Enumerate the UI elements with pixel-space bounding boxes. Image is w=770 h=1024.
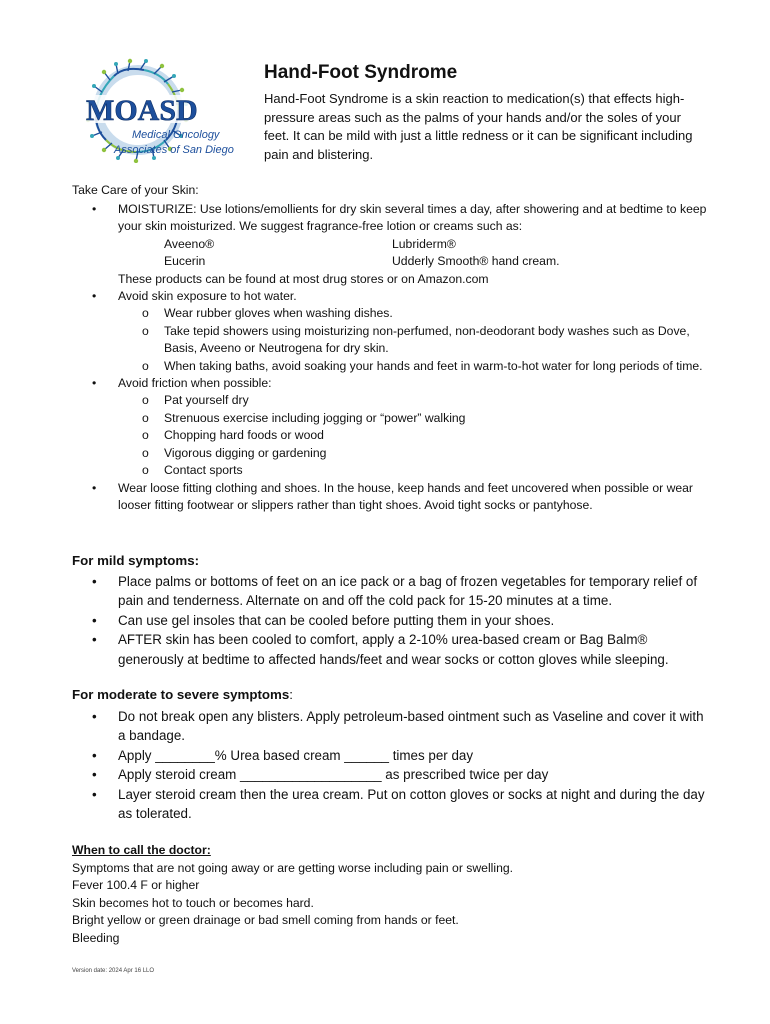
- mild-item-text: Place palms or bottoms of feet on an ice pack or a bag of frozen vegetables for temporary relief of pain and tenderness. Alternate on and off the cold pack for 15-20 minutes at a time.: [118, 574, 698, 609]
- sub-list-item: [72, 445, 712, 462]
- logo-line1: Medical Oncology: [132, 129, 220, 141]
- mild-item-text: AFTER skin has been cooled to comfort, apply a 2-10% urea-based cream or Bag Balm® generously at bedtime to affected hands/feet and wear socks or cotton gloves while sleeping.: [118, 632, 669, 667]
- care-item-moisturize: [72, 201, 712, 236]
- care-hot-water-text: Avoid skin exposure to hot water.: [118, 289, 297, 304]
- sub-item-text: Strenuous exercise including jogging or “power” walking: [164, 410, 466, 425]
- logo-line2: Associates of San Diego: [114, 144, 234, 156]
- bullet: •: [92, 747, 97, 763]
- version-date: Version date: 2024 Apr 16 LLO: [72, 968, 155, 974]
- bullet: •: [92, 632, 97, 648]
- call-item: Skin becomes hot to touch or becomes hard.: [72, 895, 314, 910]
- call-item: Bleeding: [72, 930, 120, 945]
- product-name: Lubriderm®: [392, 236, 456, 251]
- care-list: [72, 201, 712, 514]
- sub-bullet: o: [142, 463, 149, 478]
- sub-list-item: [72, 305, 712, 322]
- care-friction-text: Avoid friction when possible:: [118, 376, 272, 391]
- sub-item-text: Pat yourself dry: [164, 393, 249, 408]
- bullet: •: [92, 786, 97, 802]
- call-item: Fever 100.4 F or higher: [72, 878, 200, 893]
- moderate-list: [72, 707, 712, 823]
- sub-bullet: o: [142, 428, 149, 443]
- sub-item-text: When taking baths, avoid soaking your hands and feet in warm-to-hot water for long periods of time.: [164, 358, 703, 373]
- sub-item-text: Vigorous digging or gardening: [164, 445, 327, 460]
- moderate-item-text: Layer steroid cream then the urea cream. Put on cotton gloves or socks at night and during the day as tolerated.: [118, 786, 705, 822]
- sub-item-text: Chopping hard foods or wood: [164, 428, 324, 443]
- sub-list-item: [72, 358, 712, 375]
- sub-bullet: o: [142, 323, 149, 338]
- product-name: Aveeno®: [164, 236, 215, 251]
- sub-list-item: [72, 410, 712, 427]
- moasd-logo: [74, 58, 246, 163]
- moderate-item: [72, 707, 712, 746]
- mild-item: [72, 611, 712, 630]
- bullet: •: [92, 376, 97, 391]
- product-row: [72, 253, 712, 270]
- moderate-item-text: Apply ________% Urea based cream ______ times per day: [118, 747, 474, 763]
- care-loose-text: Wear loose fitting clothing and shoes. In the house, keep hands and feet uncovered when possible or wear looser fitting footwear or slippers rather than tight shoes. Avoid tight socks or pantyhose.: [118, 480, 693, 512]
- sub-item-text: Wear rubber gloves when washing dishes.: [164, 306, 393, 321]
- logo-graphic: [74, 58, 246, 163]
- care-item-hot-water: [72, 288, 712, 305]
- intro-paragraph: Hand-Foot Syndrome is a skin reaction to medication(s) that effects high-pressure areas such as the palms of your hands and/or the soles of your feet. It can be mild with just a little redness or it can be significant including pain and blistering.: [264, 91, 693, 162]
- bullet: •: [92, 767, 97, 783]
- sub-list-item: [72, 392, 712, 409]
- moderate-item: [72, 785, 712, 824]
- moderate-heading: [72, 687, 293, 702]
- sub-item-text: Contact sports: [164, 463, 243, 478]
- bullet: •: [92, 574, 97, 589]
- sub-bullet: o: [142, 410, 149, 425]
- sub-list-item: [72, 427, 712, 444]
- moderate-item-text: Apply steroid cream ___________________ as prescribed twice per day: [118, 767, 549, 783]
- mild-list: [72, 572, 712, 669]
- bullet: •: [92, 480, 97, 495]
- moderate-heading-colon: :: [289, 687, 293, 702]
- sub-item-text: Take tepid showers using moisturizing non-perfumed, non-deodorant body washes such as Dove, Basis, Aveeno or Neutrogena for dry skin.: [164, 323, 690, 356]
- product-row: [72, 236, 712, 253]
- moderate-heading-text: For moderate to severe symptoms: [72, 687, 290, 702]
- sub-bullet: o: [142, 393, 149, 408]
- bullet: •: [92, 289, 97, 304]
- mild-item: [72, 572, 712, 611]
- call-heading: When to call the doctor:: [72, 843, 211, 857]
- sub-list-item: [72, 462, 712, 479]
- product-name: Udderly Smooth® hand cream.: [392, 254, 560, 269]
- mild-item: [72, 630, 712, 669]
- page-title: Hand-Foot Syndrome: [264, 62, 458, 83]
- mild-item-text: Can use gel insoles that can be cooled before putting them in your shoes.: [118, 612, 555, 628]
- sub-bullet: o: [142, 358, 149, 373]
- logo-acronym: MOASD: [86, 94, 198, 127]
- products-note: These products can be found at most drug stores or on Amazon.com: [118, 271, 489, 286]
- bullet: •: [92, 202, 97, 216]
- sub-list-item: [72, 323, 712, 358]
- care-heading: Take Care of your Skin:: [72, 183, 199, 197]
- bullet: •: [92, 612, 97, 628]
- care-moisturize-text: MOISTURIZE: Use lotions/emollients for dry skin several times a day, after showering and at bedtime to keep your skin moisturized. We suggest fragrance-free lotion or creams such as:: [118, 202, 707, 234]
- moderate-item-text: Do not break open any blisters. Apply petroleum-based ointment such as Vaseline and cover it with a bandage.: [118, 709, 704, 744]
- call-item: Bright yellow or green drainage or bad smell coming from hands or feet.: [72, 913, 459, 928]
- bullet: •: [92, 709, 97, 724]
- call-list: [72, 860, 513, 947]
- call-item: Symptoms that are not going away or are getting worse including pain or swelling.: [72, 861, 514, 875]
- product-name: Eucerin: [164, 254, 206, 269]
- moderate-item: [72, 746, 712, 765]
- mild-heading: For mild symptoms:: [72, 553, 200, 568]
- care-item-friction: [72, 375, 712, 392]
- moderate-item: [72, 765, 712, 784]
- sub-bullet: o: [142, 445, 149, 460]
- care-item-loose: [72, 480, 712, 515]
- sub-bullet: o: [142, 306, 149, 321]
